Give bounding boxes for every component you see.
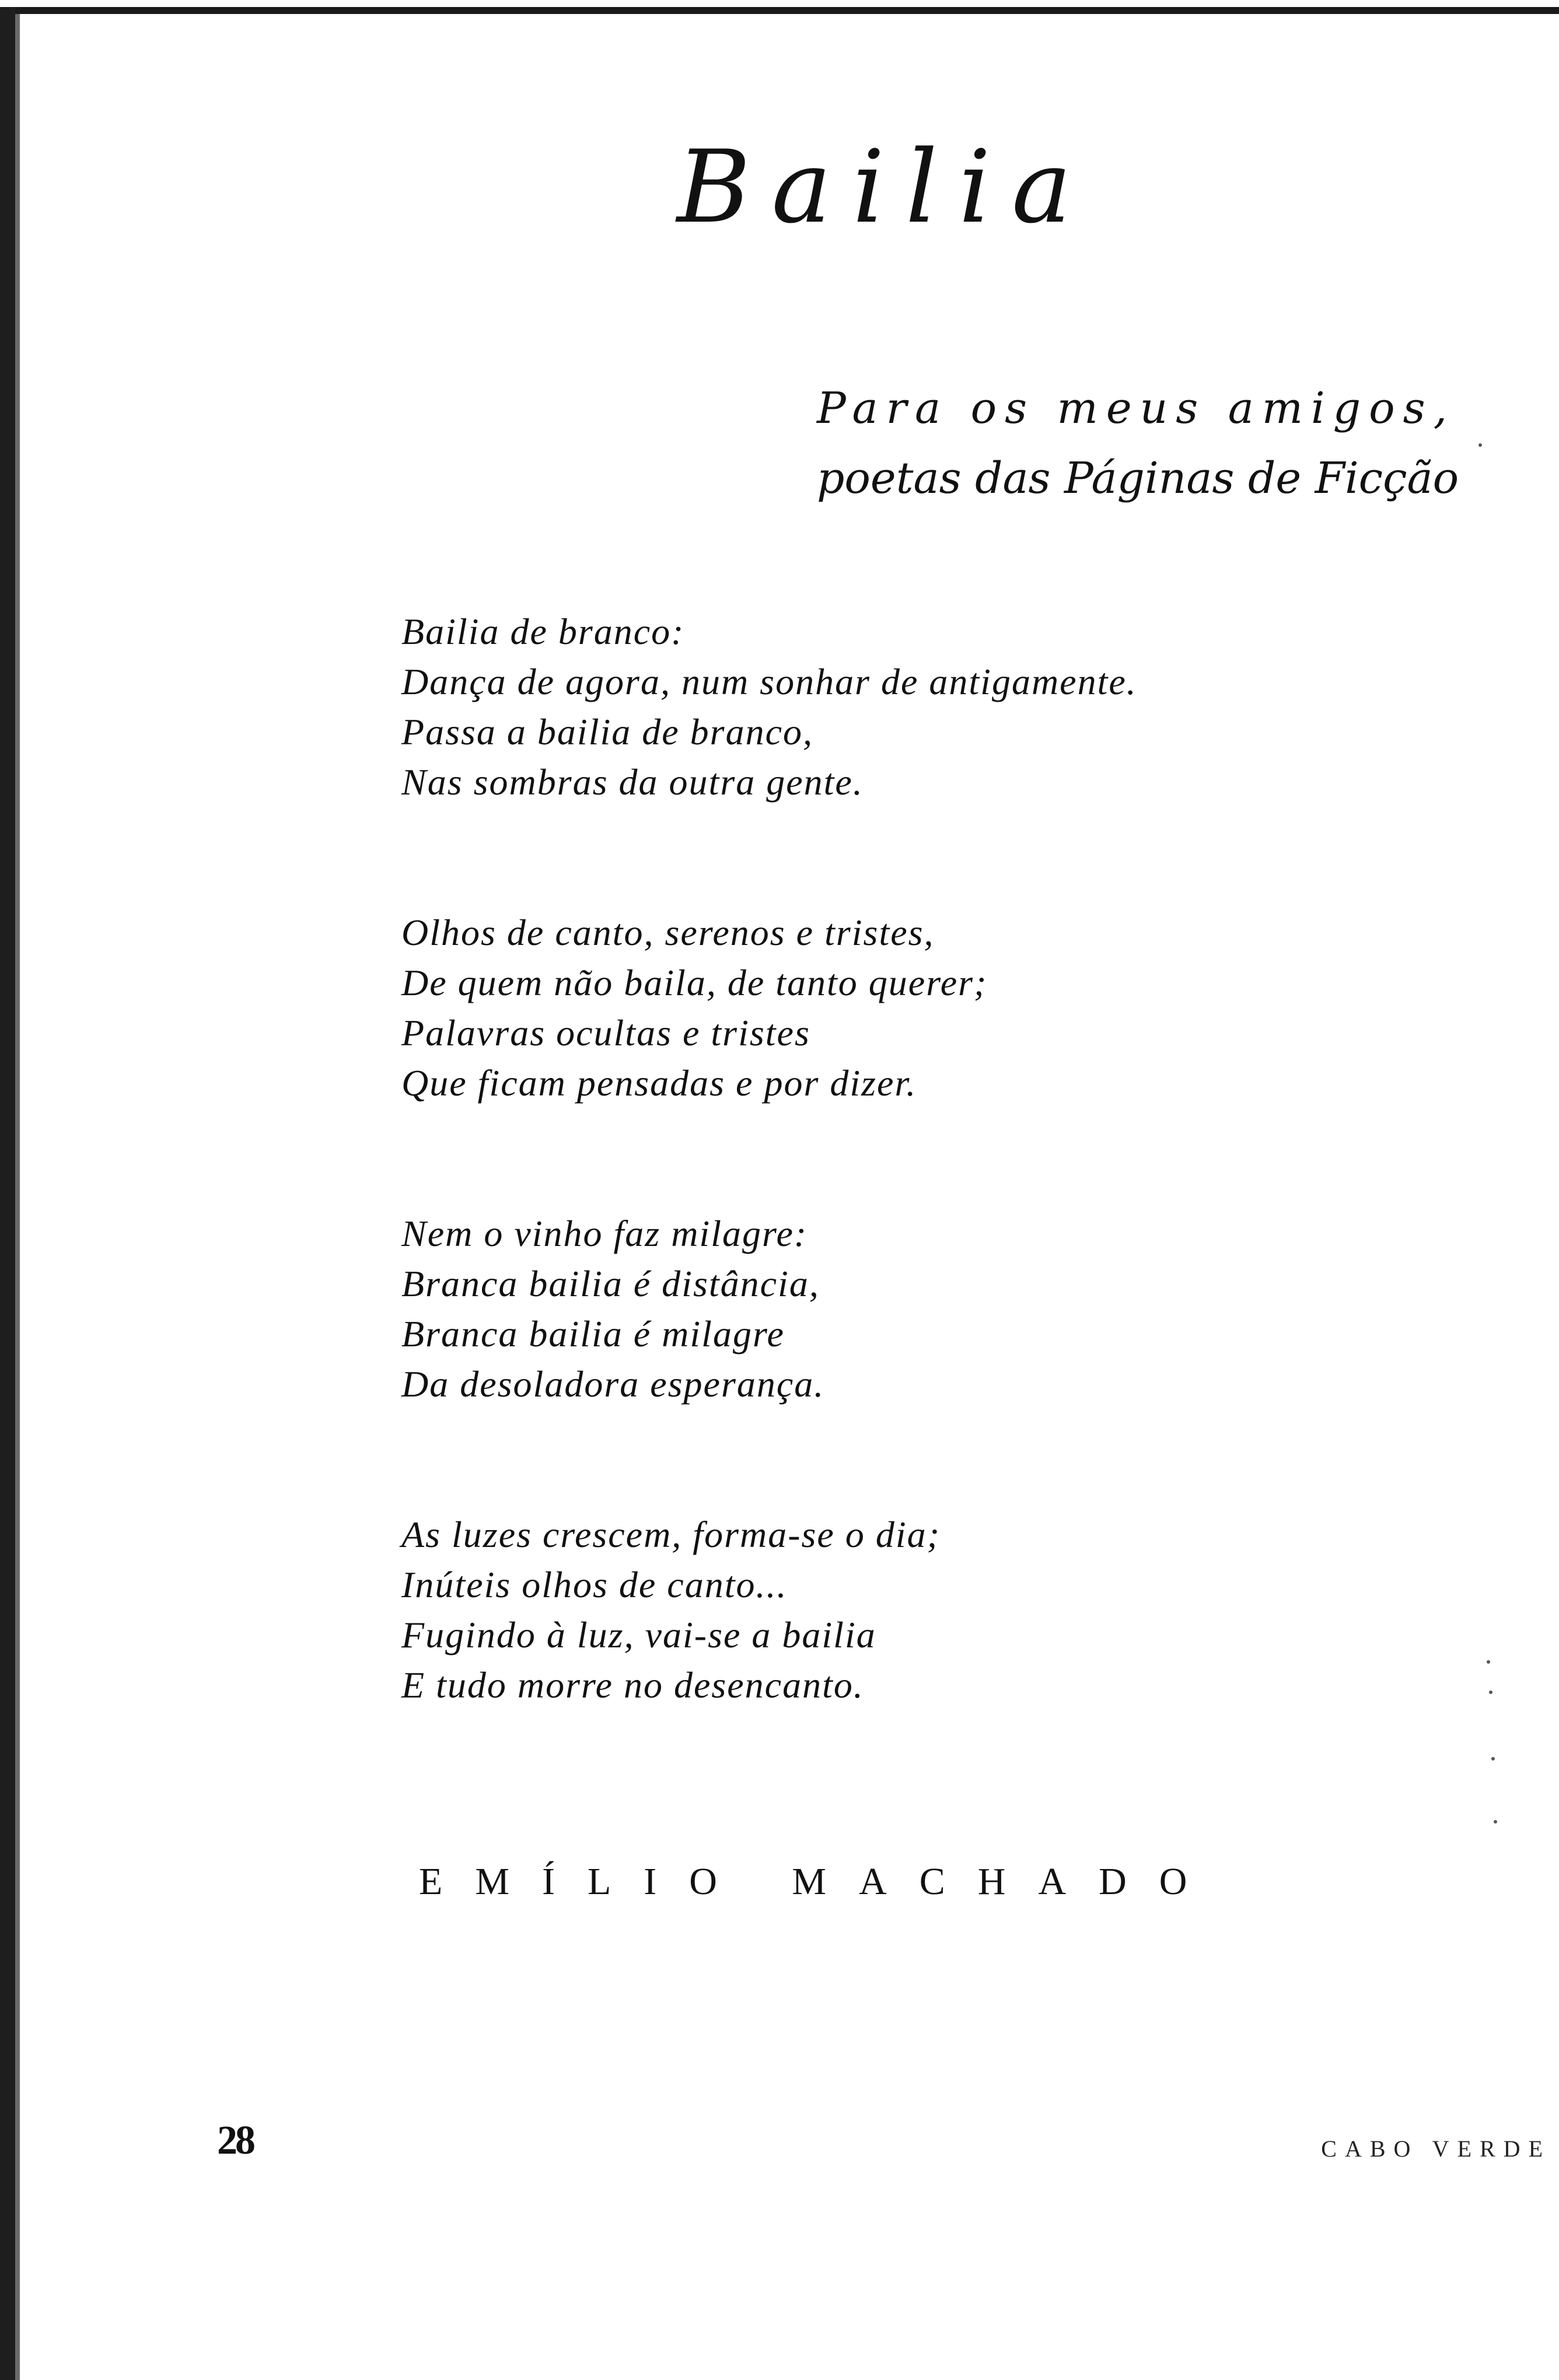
scan-border-left-shadow (15, 14, 20, 2380)
verse-line: Palavras ocultas e tristes (401, 1012, 810, 1054)
dedication (817, 373, 1459, 513)
verse-line: Dança de agora, num sonhar de antigamente. (401, 661, 1137, 702)
verse-line: Fugindo à luz, vai-se a bailia (401, 1614, 876, 1656)
verse-line: E tudo morre no desencanto. (401, 1664, 864, 1706)
stanza-3 (401, 1209, 1137, 1409)
stanza-1 (401, 607, 1137, 807)
verse-line: Olhos de canto, serenos e tristes, (401, 912, 935, 953)
verse-line: Bailia de branco: (401, 611, 685, 652)
scan-speck (1478, 443, 1482, 447)
dedication-line-1: Para os meus amigos, (817, 383, 1456, 433)
poem-title: Bailia (677, 128, 1093, 246)
stanza-4 (401, 1510, 1137, 1710)
page-number: 28 (217, 2118, 253, 2163)
verse-line: Passa a bailia de branco, (401, 711, 813, 752)
dedication-line-2: poetas das Páginas de Ficção (817, 453, 1459, 503)
scan-border-top (0, 7, 1559, 14)
verse-line: Inúteis olhos de canto... (401, 1564, 788, 1605)
verse-line: Branca bailia é milagre (401, 1313, 785, 1354)
poem-body (401, 607, 1137, 1811)
verse-line: Da desoladora esperança. (401, 1363, 825, 1405)
publication-name: CABO VERDE (1321, 2136, 1551, 2162)
verse-line: Que ficam pensadas e por dizer. (401, 1062, 917, 1104)
scan-speck (1491, 1757, 1495, 1760)
verse-line: Nem o vinho faz milagre: (401, 1213, 808, 1254)
scan-speck (1487, 1660, 1490, 1664)
verse-line: Branca bailia é distância, (401, 1263, 820, 1304)
scan-speck (1494, 1820, 1497, 1824)
stanza-2 (401, 908, 1137, 1108)
scan-border-left (0, 7, 15, 2380)
verse-line: Nas sombras da outra gente. (401, 761, 864, 803)
verse-line: As luzes crescem, forma-se o dia; (401, 1514, 941, 1555)
author-signature: EMÍLIO MACHADO (419, 1860, 1220, 1903)
scan-speck (1489, 1690, 1492, 1694)
verse-line: De quem não baila, de tanto querer; (401, 962, 988, 1003)
